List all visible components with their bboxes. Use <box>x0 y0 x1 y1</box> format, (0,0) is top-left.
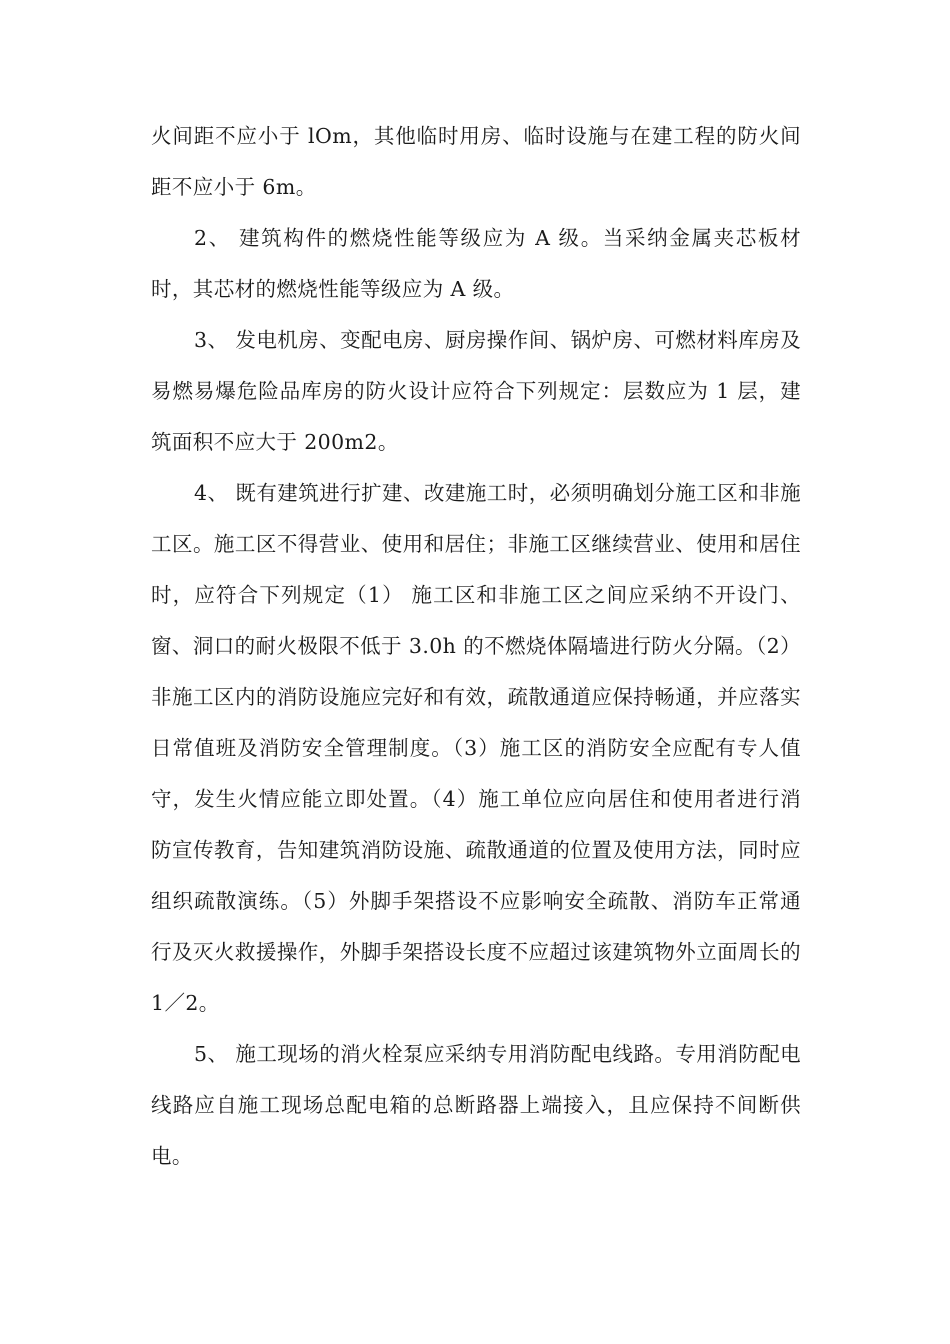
document-body <box>151 111 801 1182</box>
paragraph-item-4: 4、 既有建筑进行扩建、改建施工时，必须明确划分施工区和非施工区。施工区不得营业、使用和居住；非施工区继续营业、使用和居住时，应符合下列规定（1） 施工区和非施工区之间应采纳不开设门、窗、洞口的耐火极限不低于 3.0h 的不燃烧体隔墙进行防火分隔。（2）非施工区内的消防设施应完好和有效，疏散通道应保持畅通，并应落实日常值班及消防安全管理制度。（3）施工区的消防安全应配有专人值守，发生火情应能立即处置。（4）施工单位应向居住和使用者进行消防宣传教育，告知建筑消防设施、疏散通道的位置及使用方法，同时应组织疏散演练。（5）外脚手架搭设不应影响安全疏散、消防车正常通行及灭火救援操作，外脚手架搭设长度不应超过该建筑物外立面周长的 1／2。 <box>151 481 801 1015</box>
paragraph-item-5: 5、 施工现场的消火栓泵应采纳专用消防配电线路。专用消防配电线路应自施工现场总配电箱的总断路器上端接入，且应保持不间断供电。 <box>151 1042 801 1168</box>
paragraph-continuation: 火间距不应小于 lOm，其他临时用房、临时设施与在建工程的防火间距不应小于 6m。 <box>151 124 801 199</box>
paragraph-item-3: 3、 发电机房、变配电房、厨房操作间、锅炉房、可燃材料库房及易燃易爆危险品库房的防火设计应符合下列规定：层数应为 1 层，建筑面积不应大于 200m2。 <box>151 328 801 454</box>
paragraph-item-2: 2、 建筑构件的燃烧性能等级应为 A 级。当采纳金属夹芯板材时，其芯材的燃烧性能等级应为 A 级。 <box>151 226 801 301</box>
